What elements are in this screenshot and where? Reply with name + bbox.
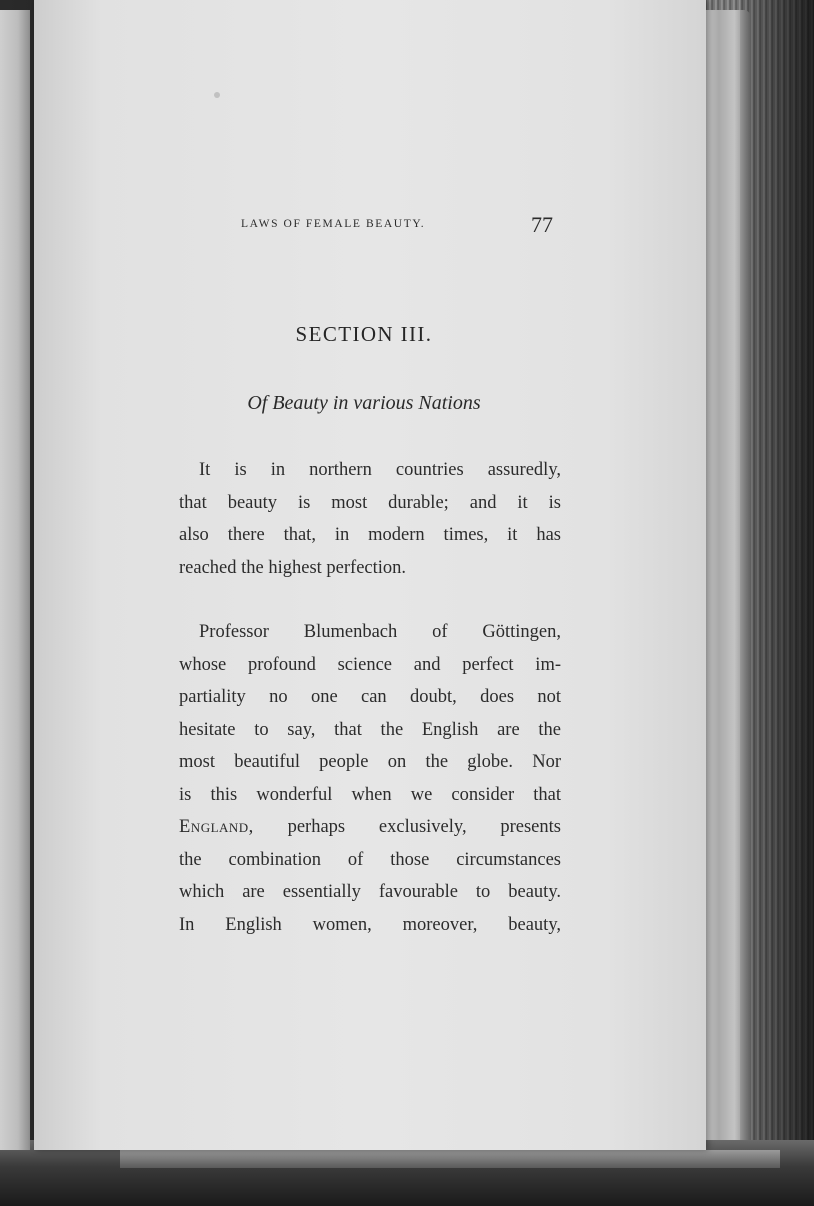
small-caps-word: England, — [179, 817, 254, 837]
text-line: hesitate to say, that the English are the — [179, 719, 561, 740]
page-smudge — [214, 92, 220, 98]
running-head — [241, 212, 561, 242]
text-line: reached the highest perfection. — [179, 557, 407, 578]
text-line: In English women, moreover, beauty, — [179, 914, 561, 935]
text-line: is this wonderful when we consider that — [179, 784, 561, 805]
running-head-title: LAWS OF FEMALE BEAUTY. — [241, 218, 426, 230]
section-heading: SECTION III. — [295, 322, 433, 346]
text-line: also there that, in modern times, it has — [179, 525, 561, 545]
book-page — [34, 0, 706, 1150]
text-line: most beautiful people on the globe. Nor — [179, 752, 561, 772]
text-line-england — [179, 811, 561, 844]
text-line: It is in northern countries assuredly, — [199, 460, 561, 480]
paragraph-1 — [179, 454, 561, 584]
paragraph-2 — [179, 616, 561, 941]
facing-page-edge — [0, 10, 30, 1150]
text-line: that beauty is most durable; and it is — [179, 492, 561, 513]
text-line: which are essentially favourable to beauty. — [179, 882, 561, 902]
text-line: Professor Blumenbach of Göttingen, — [199, 622, 561, 642]
page-stack-shadow — [740, 0, 814, 1206]
section-subtitle: Of Beauty in various Nations — [247, 392, 481, 414]
page-number: 77 — [531, 212, 553, 237]
text-line: whose profound science and perfect im- — [179, 654, 561, 675]
text-line: partiality no one can doubt, does not — [179, 687, 561, 707]
text-line: the combination of those circumstances — [179, 849, 561, 870]
text-line-rest: perhaps exclusively, presents — [287, 817, 561, 837]
bottom-page-strip — [120, 1150, 780, 1168]
